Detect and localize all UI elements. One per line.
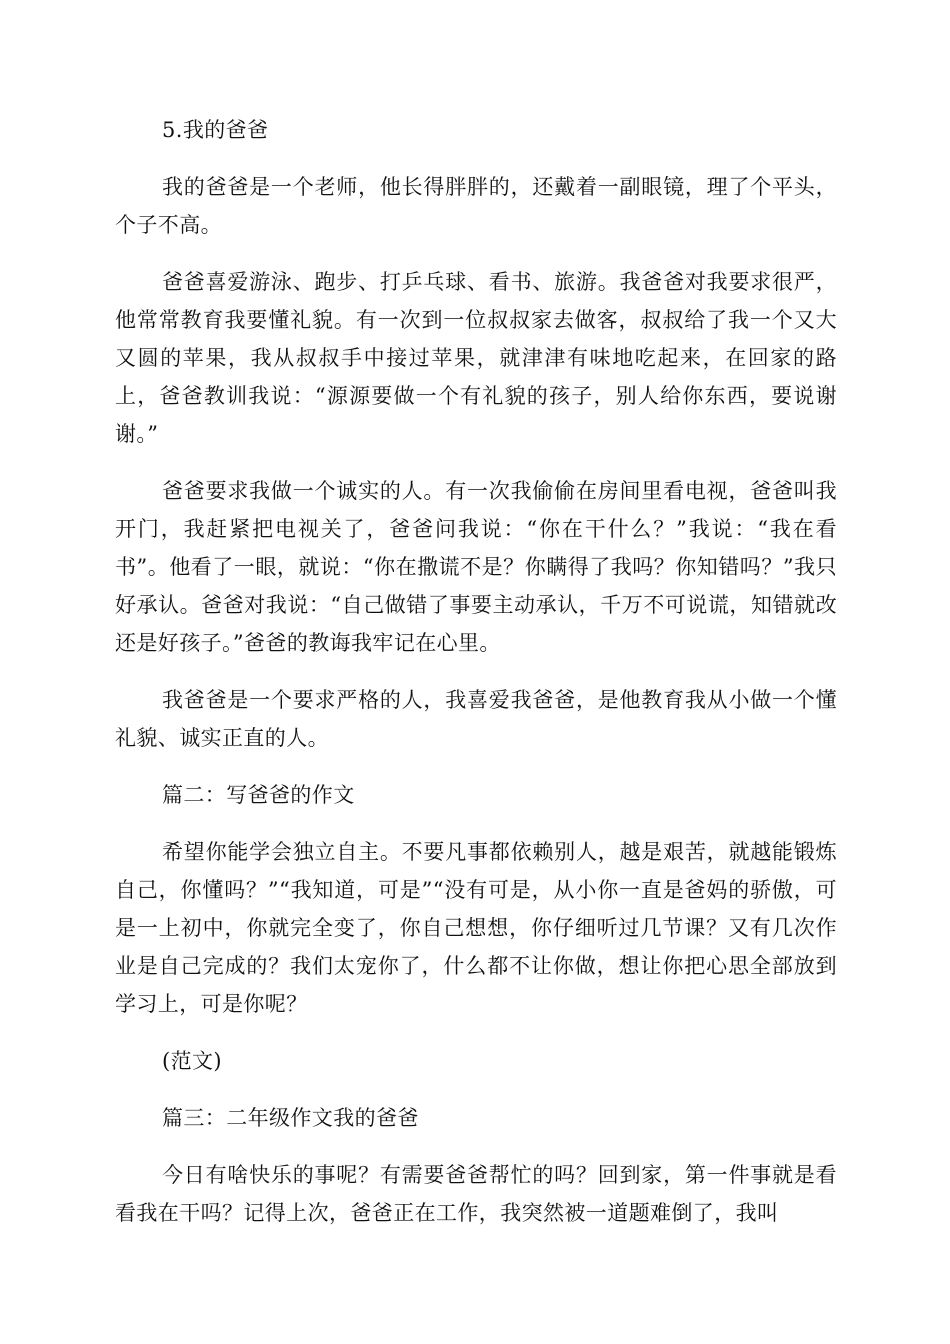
paragraph: 爸爸喜爱游泳、跑步、打乒乓球、看书、旅游。我爸爸对我要求很严，他常常教育我要懂礼貌。有一次到一位叔叔家去做客，叔叔给了我一个又大又圆的苹果，我从叔叔手中接过苹果，就津津有味地吃起来，在回家的路上，爸爸教训我说：“源源要做一个有礼貌的孩子，别人给你东西，要说谢谢。” [115,270,837,446]
section-heading: 篇二：写爸爸的作文 [162,783,355,807]
section-heading: 篇三：二年级作文我的爸爸 [162,1106,419,1130]
paragraph: 希望你能学会独立自主。不要凡事都依赖别人，越是艰苦，就越能锻炼自己，你懂吗？”“我知道，可是”“没有可是，从小你一直是爸妈的骄傲，可是一上初中，你就完全变了，你自己想想，你仔细听过几节课？又有几次作业是自己完成的？我们太宠你了，什么都不让你做，想让你把心思全部放到学习上，可是你呢？ [115,840,837,1016]
paragraph: 我的爸爸是一个老师，他长得胖胖的，还戴着一副眼镜，理了个平头，个子不高。 [115,175,837,237]
paragraph: 我爸爸是一个要求严格的人，我喜爱我爸爸，是他教育我从小做一个懂礼貌、诚实正直的人。 [115,688,837,750]
paragraph-note: (范文) [162,1049,222,1073]
paragraph: 今日有啥快乐的事呢？有需要爸爸帮忙的吗？回到家，第一件事就是看看我在干吗？记得上次，爸爸正在工作，我突然被一道题难倒了，我叫 [115,1163,837,1225]
paragraph: 爸爸要求我做一个诚实的人。有一次我偷偷在房间里看电视，爸爸叫我开门，我赶紧把电视关了，爸爸问我说：“你在干什么？”我说：“我在看书”。他看了一眼，就说：“你在撒谎不是？你瞒得了我吗？你知错吗？”我只好承认。爸爸对我说：“自己做错了事要主动承认，千万不可说谎，知错就改还是好孩子。”爸爸的教诲我牢记在心里。 [115,479,837,655]
document-body [115,111,837,1251]
section-heading: 5.我的爸爸 [162,118,269,142]
